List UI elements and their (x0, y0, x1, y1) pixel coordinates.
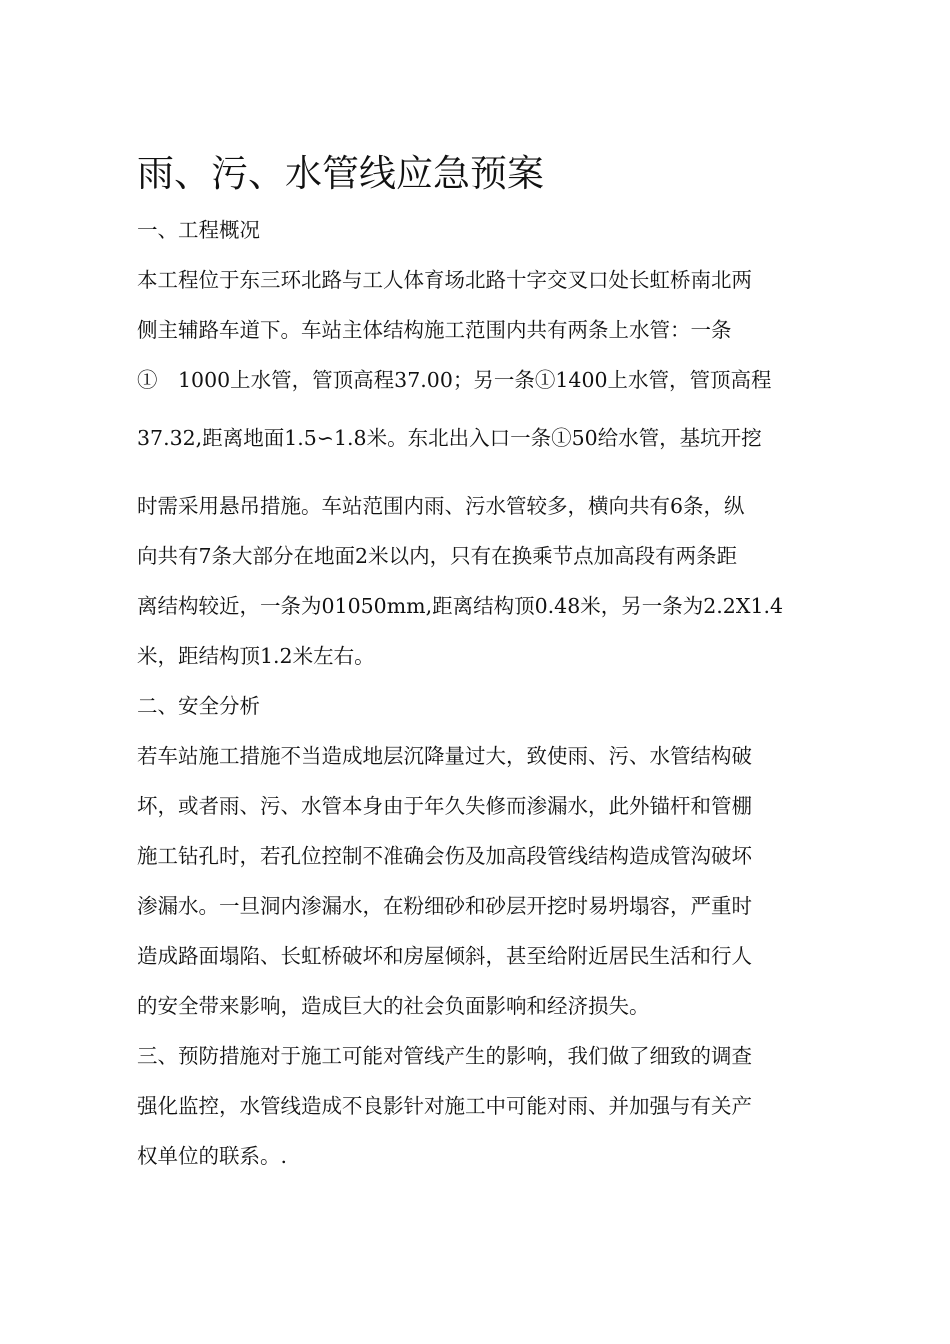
paragraph-line: 的安全带来影响，造成巨大的社会负面影响和经济损失。 (137, 994, 650, 1018)
paragraph-line: 强化监控，水管线造成不良影针对施工中可能对雨、并加强与有关产 (137, 1094, 752, 1118)
paragraph-line: 若车站施工措施不当造成地层沉降量过大，致使雨、污、水管结构破 (137, 744, 752, 768)
paragraph-line: 向共有7条大部分在地面2米以内，只有在换乘节点加高段有两条距 (137, 544, 738, 568)
paragraph-line: 权单位的联系。. (137, 1144, 288, 1168)
section-heading-overview: 一、工程概况 (137, 218, 260, 242)
paragraph-line: 离结构较近，一条为01050mm,距离结构顶0.48米，另一条为2.2X1.4 (137, 594, 784, 618)
paragraph-line: 造成路面塌陷、长虹桥破坏和房屋倾斜，甚至给附近居民生活和行人 (137, 944, 752, 968)
paragraph-line: 米，距结构顶1.2米左右。 (137, 644, 375, 668)
paragraph-line: 三、预防措施对于施工可能对管线产生的影响，我们做了细致的调查 (137, 1044, 752, 1068)
paragraph-line: ① 1000上水管，管顶高程37.00；另一条①1400上水管，管顶高程 (137, 368, 772, 392)
paragraph-line: 本工程位于东三环北路与工人体育场北路十字交叉口处长虹桥南北两 (137, 268, 752, 292)
paragraph-line: 侧主辅路车道下。车站主体结构施工范围内共有两条上水管：一条 (137, 318, 732, 342)
paragraph-line: 坏，或者雨、污、水管本身由于年久失修而渗漏水，此外锚杆和管棚 (137, 794, 752, 818)
paragraph-line: 施工钻孔时，若孔位控制不准确会伤及加高段管线结构造成管沟破坏 (137, 844, 752, 868)
paragraph-line: 渗漏水。一旦洞内渗漏水，在粉细砂和砂层开挖时易坍塌容，严重时 (137, 894, 752, 918)
section-heading-safety-analysis: 二、安全分析 (137, 694, 260, 718)
paragraph-line: 37.32,距离地面1.5∽1.8米。东北出入口一条①50给水管，基坑开挖 (137, 426, 762, 450)
paragraph-line: 时需采用悬吊措施。车站范围内雨、污水管较多，横向共有6条，纵 (137, 494, 745, 518)
document-title: 雨、污、水管线应急预案 (137, 152, 544, 195)
